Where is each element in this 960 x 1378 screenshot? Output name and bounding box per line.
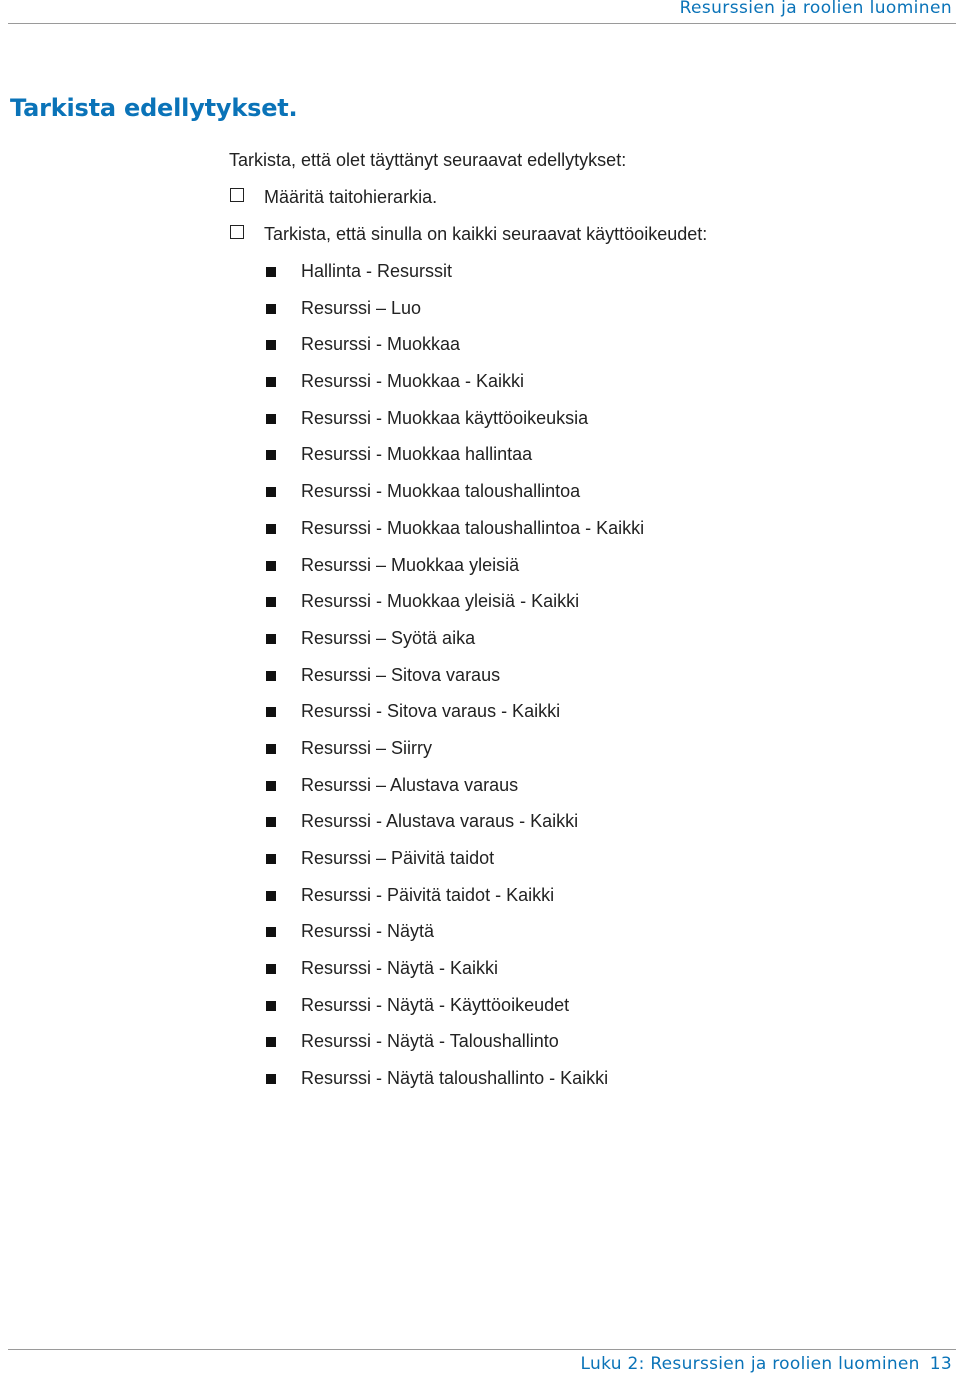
square-bullet-icon (266, 781, 276, 791)
square-bullet-icon (266, 1001, 276, 1011)
permission-label: Resurssi - Sitova varaus - Kaikki (301, 701, 561, 722)
page-number: 13 (929, 1354, 952, 1374)
square-bullet-icon (266, 450, 276, 460)
checklist-item-label: Tarkista, että sinulla on kaikki seuraavat käyttöoikeudet: (264, 224, 708, 244)
square-bullet-icon (266, 817, 276, 827)
square-bullet-icon (266, 634, 276, 644)
footer-divider (8, 1349, 956, 1350)
permission-label: Resurssi – Päivitä taidot (301, 848, 495, 868)
square-bullet-icon (266, 487, 276, 497)
permission-label: Resurssi - Näytä (301, 921, 435, 942)
footer-chapter: Luku 2: Resurssien ja roolien luominen (580, 1354, 920, 1374)
permission-label: Resurssi - Muokkaa taloushallintoa (301, 481, 581, 502)
permission-label: Hallinta - Resurssit (301, 261, 453, 281)
intro-text: Tarkista, että olet täyttänyt seuraavat edellytykset: (229, 150, 627, 170)
square-bullet-icon (266, 1074, 276, 1084)
running-header: Resurssien ja roolien luominen (679, 0, 952, 18)
permission-label: Resurssi - Muokkaa (301, 334, 461, 355)
permission-label: Resurssi - Alustava varaus - Kaikki (301, 811, 579, 832)
square-bullet-icon (266, 524, 276, 534)
square-bullet-icon (266, 854, 276, 864)
square-bullet-icon (266, 414, 276, 424)
permission-label: Resurssi – Sitova varaus (301, 664, 501, 685)
square-bullet-icon (266, 304, 276, 314)
square-bullet-icon (266, 964, 276, 974)
permission-label: Resurssi – Syötä aika (301, 627, 476, 648)
square-bullet-icon (266, 377, 276, 387)
checkbox-icon (230, 188, 244, 202)
permission-label: Resurssi - Päivitä taidot - Kaikki (301, 884, 555, 905)
permission-label: Resurssi – Siirry (301, 737, 433, 758)
checkbox-icon (230, 225, 244, 239)
page-footer (581, 1354, 952, 1374)
square-bullet-icon (266, 707, 276, 717)
square-bullet-icon (266, 671, 276, 681)
permission-label: Resurssi - Näytä - Taloushallinto (301, 1031, 559, 1052)
square-bullet-icon (266, 597, 276, 607)
permission-label: Resurssi - Muokkaa hallintaa (301, 444, 533, 465)
square-bullet-icon (266, 267, 276, 277)
square-bullet-icon (266, 340, 276, 350)
permission-label: Resurssi - Näytä taloushallinto - Kaikki (301, 1068, 609, 1089)
permission-label: Resurssi - Muokkaa käyttöoikeuksia (301, 407, 589, 428)
permission-label: Resurssi - Muokkaa yleisiä - Kaikki (301, 591, 580, 612)
section-title: Tarkista edellytykset. (10, 94, 298, 122)
square-bullet-icon (266, 561, 276, 571)
header-divider (8, 23, 956, 24)
permission-label: Resurssi – Alustava varaus (301, 774, 519, 795)
permission-label: Resurssi - Näytä - Käyttöoikeudet (301, 994, 570, 1015)
permission-label: Resurssi – Luo (301, 297, 422, 318)
permission-label: Resurssi - Muokkaa taloushallintoa - Kaikki (301, 517, 645, 538)
permission-label: Resurssi - Muokkaa - Kaikki (301, 371, 525, 392)
square-bullet-icon (266, 1037, 276, 1047)
permission-label: Resurssi – Muokkaa yleisiä (301, 554, 520, 575)
square-bullet-icon (266, 744, 276, 754)
checklist-item-label: Määritä taitohierarkia. (264, 187, 438, 207)
square-bullet-icon (266, 927, 276, 937)
permission-label: Resurssi - Näytä - Kaikki (301, 958, 499, 979)
square-bullet-icon (266, 891, 276, 901)
